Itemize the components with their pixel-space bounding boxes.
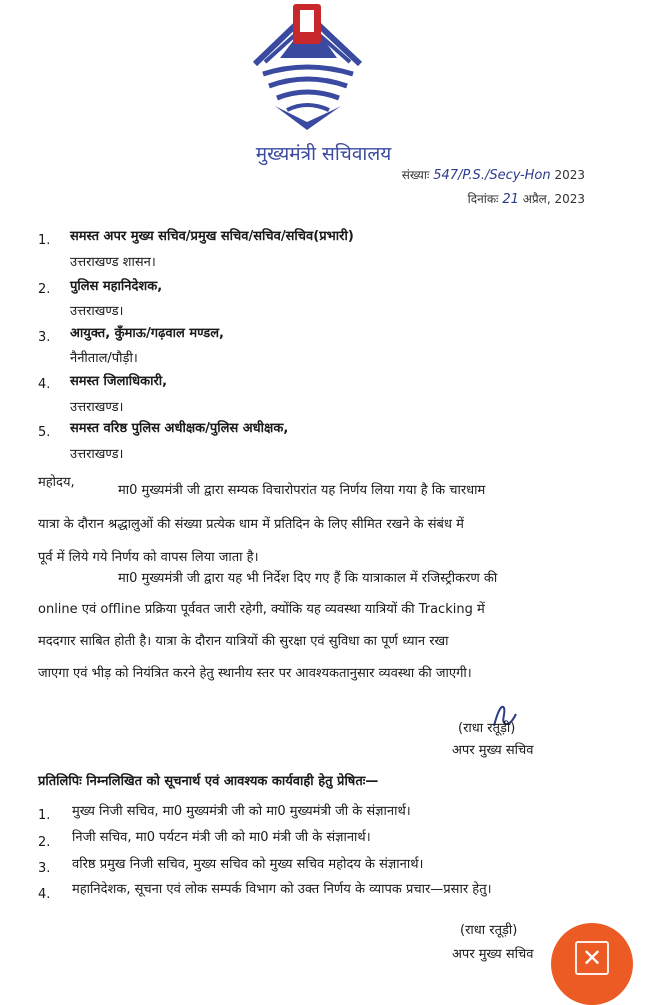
recipient-number: 5. <box>38 425 51 440</box>
recipient-location: उत्तराखण्ड। <box>70 400 124 415</box>
recipient-location: उत्तराखण्ड। <box>70 304 124 319</box>
paragraph-line: मददगार साबित होती है। यात्रा के दौरान यात्रियों की सुरक्षा एवं सुविधा का पूर्ण ध्यान रखा <box>38 634 449 649</box>
copy-text: वरिष्ठ प्रमुख निजी सचिव, मुख्य सचिव को मुख्य सचिव महोदय के संज्ञानार्थ। <box>72 857 424 872</box>
recipient-location: उत्तराखण्ड शासन। <box>70 255 156 270</box>
recipient-location: नैनीताल/पौड़ी। <box>70 351 138 366</box>
signatory-designation: अपर मुख्य सचिव <box>452 947 534 962</box>
recipient-title: समस्त वरिष्ठ पुलिस अधीक्षक/पुलिस अधीक्षक, <box>70 421 289 436</box>
issue-date: दिनांकः 21 अप्रैल, 2023 <box>467 192 585 207</box>
recipient-title: आयुक्त, कुँमाऊ/गढ़वाल मण्डल, <box>70 326 224 341</box>
paragraph-line: पूर्व में लिये गये निर्णय को वापस लिया जाता है। <box>38 550 259 565</box>
recipient-title: समस्त जिलाधिकारी, <box>70 374 168 389</box>
recipient-number: 4. <box>38 377 51 392</box>
copy-number: 4. <box>38 887 51 902</box>
recipient-location: उत्तराखण्ड। <box>70 447 124 462</box>
salutation: महोदय, <box>38 475 75 490</box>
copy-number: 3. <box>38 861 51 876</box>
signatory-name: (राधा रतूड़ी) <box>460 923 518 938</box>
reference-number: संख्याः 547/P.S./Secy-Hon 2023 <box>401 168 585 183</box>
recipient-number: 2. <box>38 282 51 297</box>
office-name: मुख्यमंत्री सचिवालय <box>255 143 392 165</box>
signatory-designation: अपर मुख्य सचिव <box>452 743 534 758</box>
recipient-title: पुलिस महानिदेशक, <box>70 279 163 294</box>
date-handwritten-day: 21 <box>502 192 519 207</box>
copy-text: महानिदेशक, सूचना एवं लोक सम्पर्क विभाग को उक्त निर्णय के व्यापक प्रचार—प्रसार हेतु। <box>72 882 492 897</box>
recipient-number: 1. <box>38 233 51 248</box>
paragraph-line: मा0 मुख्यमंत्री जी द्वारा यह भी निर्देश दिए गए हैं कि यात्राकाल में रजिस्ट्रीकरण की <box>118 571 498 586</box>
paragraph-line: जाएगा एवं भीड़ को नियंत्रित करने हेतु स्थानीय स्तर पर आवश्यकतानुसार व्यवस्था की जाएगी। <box>38 666 472 681</box>
close-icon: ✕ <box>575 941 609 975</box>
copy-number: 2. <box>38 835 51 850</box>
copy-text: निजी सचिव, मा0 पर्यटन मंत्री जी को मा0 मंत्री जी के संज्ञानार्थ। <box>72 830 371 845</box>
recipient-number: 3. <box>38 330 51 345</box>
reference-handwritten: 547/P.S./Secy-Hon <box>433 168 551 183</box>
signatory-name: (राधा रतूड़ी) <box>458 721 516 736</box>
uttarakhand-emblem-logo <box>245 2 370 132</box>
copy-heading: प्रतिलिपिः निम्नलिखित को सूचनार्थ एवं आवश्यक कार्यवाही हेतु प्रेषितः— <box>38 774 379 789</box>
paragraph-line: मा0 मुख्यमंत्री जी द्वारा सम्यक विचारोपरांत यह निर्णय लिया गया है कि चारधाम <box>118 483 486 498</box>
paragraph-line: यात्रा के दौरान श्रद्धालुओं की संख्या प्रत्येक धाम में प्रतिदिन के लिए सीमित रखने के संबंध में <box>38 517 464 532</box>
copy-text: मुख्य निजी सचिव, मा0 मुख्यमंत्री जी को मा0 मुख्यमंत्री जी के संज्ञानार्थ। <box>72 804 411 819</box>
recipient-title: समस्त अपर मुख्य सचिव/प्रमुख सचिव/सचिव/सचिव(प्रभारी) <box>70 229 354 244</box>
close-floating-button[interactable] <box>551 923 633 1005</box>
paragraph-line: online एवं offline प्रक्रिया पूर्ववत जारी रहेगी, क्योंकि यह व्यवस्था यात्रियों की Tracking में <box>38 602 485 617</box>
copy-number: 1. <box>38 808 51 823</box>
